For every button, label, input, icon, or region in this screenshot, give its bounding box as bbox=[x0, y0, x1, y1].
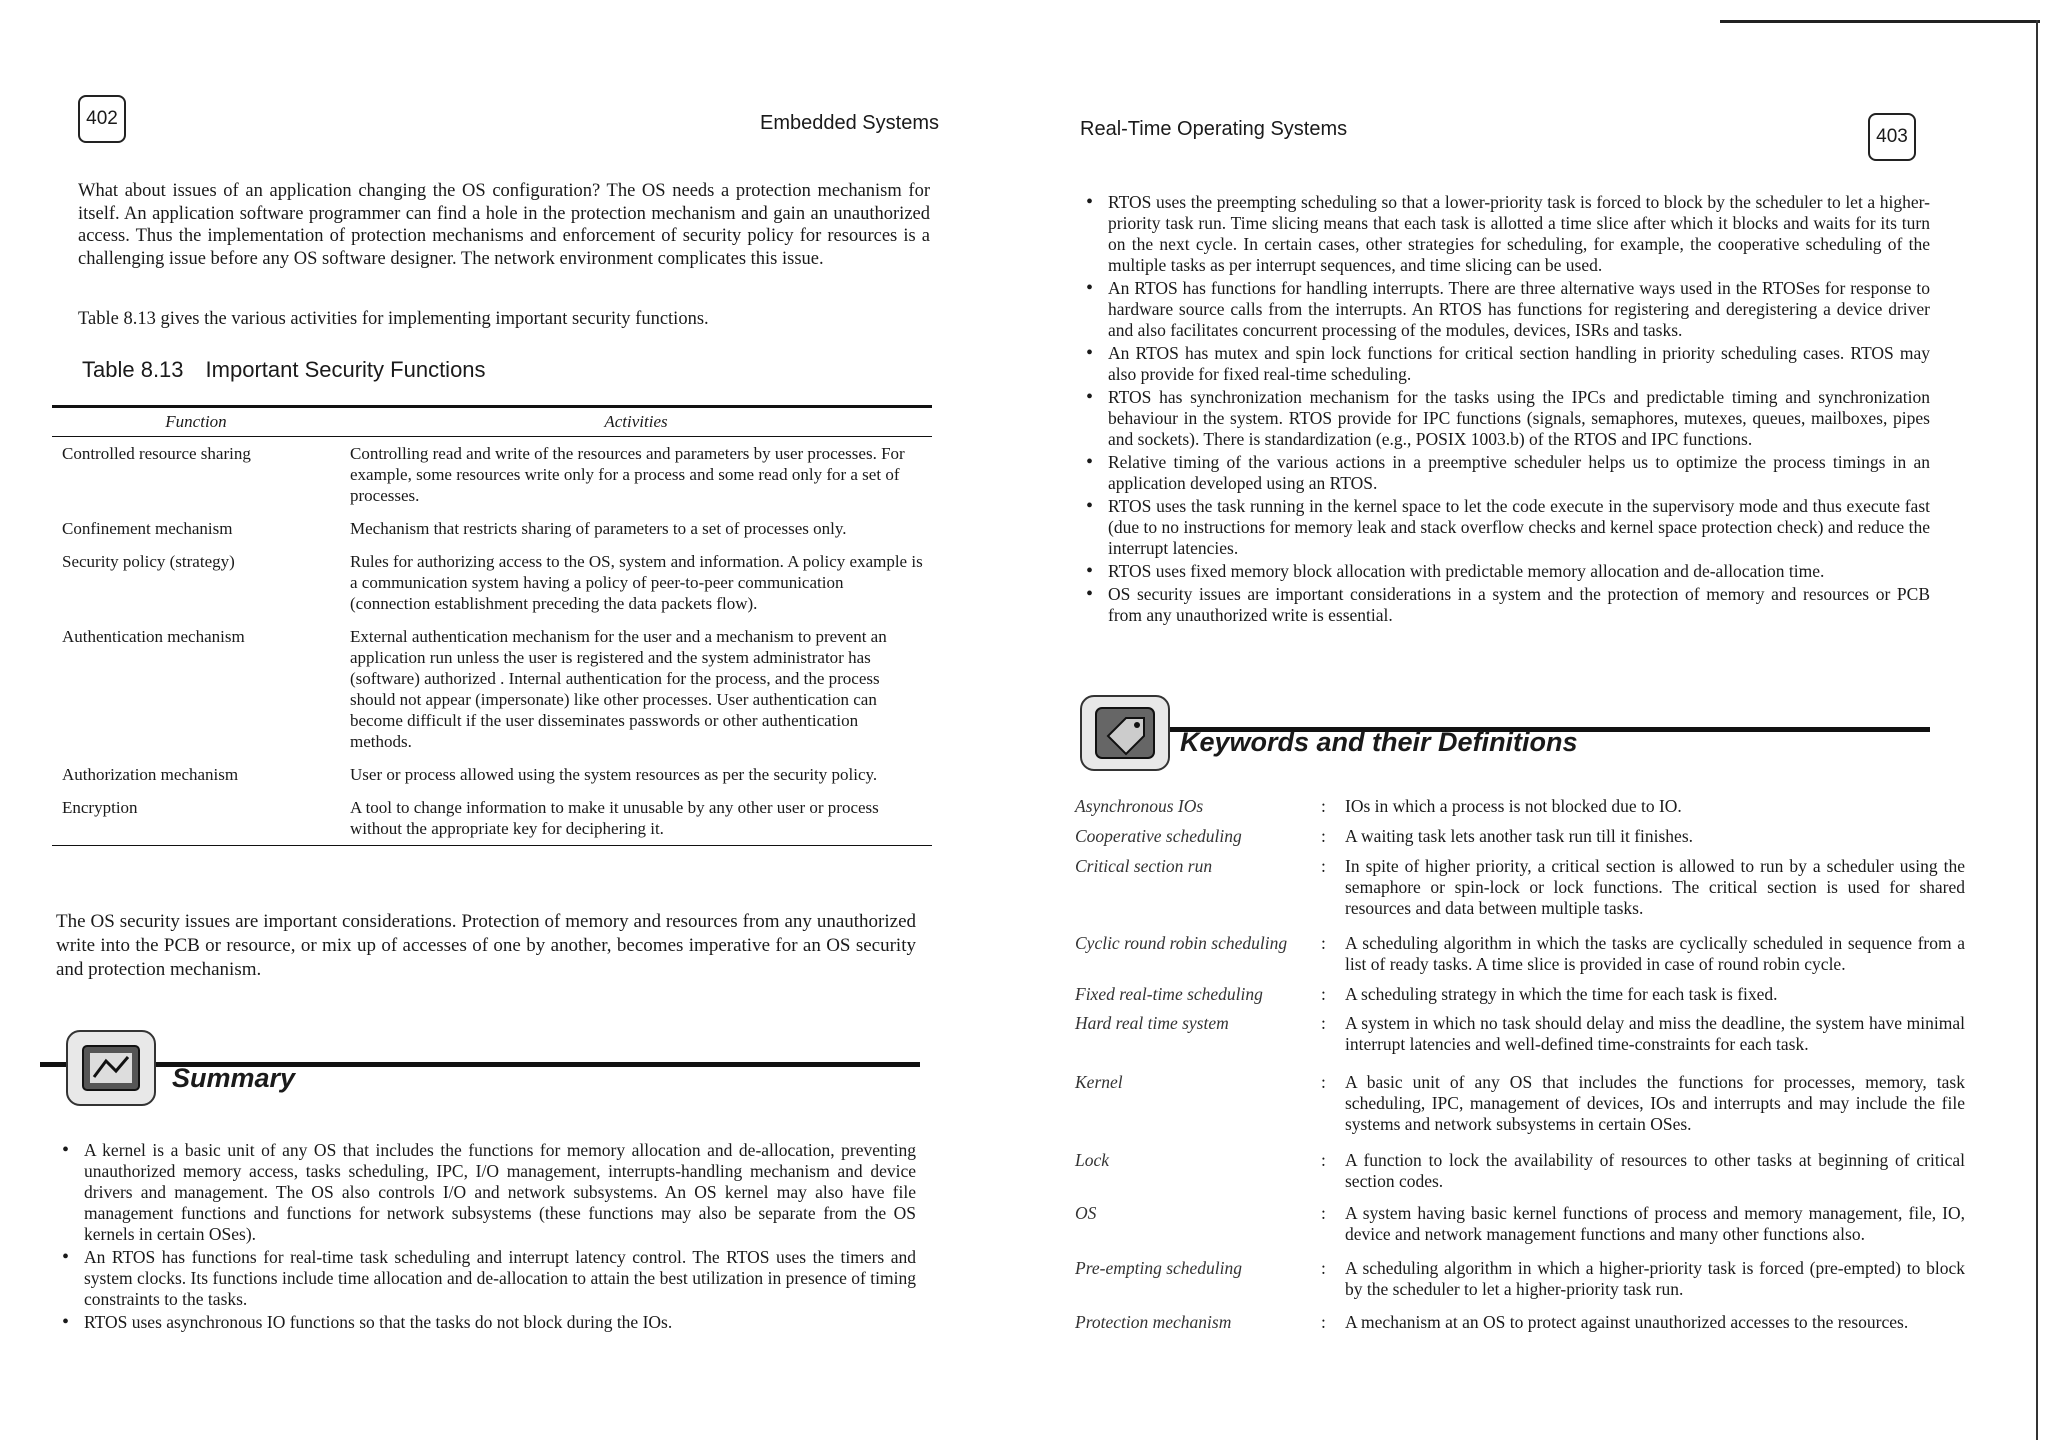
keyword-colon: : bbox=[1321, 1072, 1326, 1092]
keyword-colon: : bbox=[1321, 1150, 1326, 1170]
list-item: • RTOS has synchronization mechanism for the tasks using the IPCs and predictable timing and synchronization behaviour in the system. RTOS provide for IPC functions (signals, semaphores, mutexes, queues, mailboxes, pipes and sockets). There is standardization (e.g., POSIX 1003.b) of the RTOS and IPC functions. bbox=[1080, 387, 1930, 450]
function-cell: Confinement mechanism bbox=[62, 519, 233, 538]
list-item: • RTOS uses asynchronous IO functions so that the tasks do not block during the IOs. bbox=[56, 1312, 916, 1333]
keyword-term: Pre-empting scheduling bbox=[1075, 1258, 1243, 1278]
summary-list bbox=[56, 1140, 916, 1335]
summary-emblem-icon bbox=[80, 1043, 142, 1093]
page-number-right: 403 bbox=[1868, 113, 1916, 161]
keyword-term: Fixed real-time scheduling bbox=[1075, 984, 1263, 1004]
keyword-term: Lock bbox=[1075, 1150, 1110, 1170]
page-number-left: 402 bbox=[78, 95, 126, 143]
table-row bbox=[52, 620, 932, 758]
table-number: Table 8.13 bbox=[82, 357, 184, 382]
table-row bbox=[52, 545, 932, 620]
keyword-colon: : bbox=[1321, 933, 1326, 953]
keyword-term: Hard real time system bbox=[1075, 1013, 1229, 1033]
intro-paragraph-1: What about issues of an application changing the OS configuration? The OS needs a protection mechanism for itself. An application software programmer can find a hole in the protection mechanism and gain an unauthorized access. Thus the implementation of protection mechanisms and enforcement of security policy for resources is a challenging issue before any OS software designer. The network environment complicates this issue. bbox=[78, 181, 930, 269]
tag-icon bbox=[1094, 706, 1156, 760]
list-item: • An RTOS has functions for real-time task scheduling and interrupt latency control. The RTOS uses the timers and system clocks. Its functions include time allocation and de-allocation to attain the best utilization in presence of timing constraints to the tasks. bbox=[56, 1247, 916, 1310]
list-item: • RTOS uses fixed memory block allocation with predictable memory allocation and de-allocation time. bbox=[1080, 561, 1930, 582]
activities-cell: Mechanism that restricts sharing of parameters to a set of processes only. bbox=[350, 519, 847, 538]
right-page bbox=[1000, 0, 2048, 1448]
top-edge-rule bbox=[1720, 20, 2040, 23]
activities-cell: Rules for authorizing access to the OS, system and information. A policy example is a communication system having a policy of peer-to-peer communication (connection establishment preceding the data packets flow). bbox=[350, 552, 923, 613]
function-cell: Controlled resource sharing bbox=[62, 444, 251, 463]
security-functions-table bbox=[52, 405, 932, 846]
header-function: Function bbox=[52, 407, 340, 437]
keyword-colon: : bbox=[1321, 796, 1326, 816]
keyword-definition: A basic unit of any OS that includes the functions for processes, memory, task scheduling, IPC, management of devices, IOs and interrupts and may include the file systems and network subsystems in certain OSes. bbox=[1345, 1072, 1965, 1134]
keyword-term: OS bbox=[1075, 1203, 1097, 1223]
list-item: • An RTOS has functions for handling interrupts. There are three alternative ways used in the RTOSes for response to hardware source calls from the interrupts. An RTOS has functions for registering and deregistering a device driver and also facilitates concurrent processing of the modules, devices, ISRs and tasks. bbox=[1080, 278, 1930, 341]
table-title: Important Security Functions bbox=[205, 357, 486, 382]
keyword-colon: : bbox=[1321, 826, 1326, 846]
table-caption bbox=[82, 357, 486, 383]
function-cell: Authorization mechanism bbox=[62, 765, 239, 784]
keyword-colon: : bbox=[1321, 1203, 1326, 1223]
keyword-definition: IOs in which a process is not blocked due to IO. bbox=[1345, 796, 1682, 816]
list-item: • An RTOS has mutex and spin lock functions for critical section handling in priority scheduling cases. RTOS may also provide for fixed real-time scheduling. bbox=[1080, 343, 1930, 385]
list-item: • Relative timing of the various actions in a preemptive scheduler helps us to optimize the process timings in an application developed using an RTOS. bbox=[1080, 452, 1930, 494]
keyword-definition: In spite of higher priority, a critical section is allowed to run by a scheduler using the semaphore or spin-lock or lock functions. The critical section is used for shared resources and data between multiple tasks. bbox=[1345, 856, 1965, 918]
keyword-colon: : bbox=[1321, 856, 1326, 876]
activities-cell: External authentication mechanism for the user and a mechanism to prevent an application run unless the user is registered and the system administrator has (software) authorized . Internal authentication for the process, and the process should not appear (impersonate) like other processes. User authentication can become difficult if the user disseminates passwords or other authentication methods. bbox=[350, 627, 887, 751]
function-cell: Encryption bbox=[52, 791, 340, 846]
intro-paragraph-2: Table 8.13 gives the various activities for implementing important security functions. bbox=[78, 309, 709, 329]
table-row bbox=[52, 512, 932, 545]
keyword-definition: A function to lock the availability of resources to other tasks at beginning of critical section codes. bbox=[1345, 1150, 1965, 1191]
keyword-term: Kernel bbox=[1075, 1072, 1123, 1092]
keyword-definition: A mechanism at an OS to protect against unauthorized accesses to the resources. bbox=[1345, 1312, 1909, 1332]
list-item: • RTOS uses the task running in the kernel space to let the code execute in the supervisory mode and thus execute fast (due to no instructions for memory leak and stack overflow checks and kernel space protection check) and reduce the interrupt latencies. bbox=[1080, 496, 1930, 559]
left-page bbox=[0, 0, 1000, 1448]
keyword-definition: A system having basic kernel functions of process and memory management, file, IO, device and network management functions and many other functions also. bbox=[1345, 1203, 1965, 1244]
keyword-definition: A scheduling strategy in which the time for each task is fixed. bbox=[1345, 984, 1778, 1004]
keyword-term: Cooperative scheduling bbox=[1075, 826, 1242, 846]
keyword-term: Asynchronous IOs bbox=[1075, 796, 1204, 816]
keyword-colon: : bbox=[1321, 1312, 1326, 1332]
table-row bbox=[52, 437, 932, 513]
keyword-definition: A scheduling algorithm in which the tasks are cyclically scheduled in sequence from a list of ready tasks. A time slice is provided in case of round robin cycle. bbox=[1345, 933, 1965, 974]
keyword-term: Protection mechanism bbox=[1075, 1312, 1232, 1332]
running-head-right: Real-Time Operating Systems bbox=[1080, 118, 1348, 140]
keyword-colon: : bbox=[1321, 1258, 1326, 1278]
summary-icon bbox=[66, 1030, 156, 1106]
rtos-bullet-list bbox=[1080, 192, 1930, 628]
keyword-colon: : bbox=[1321, 1013, 1326, 1033]
list-item: • OS security issues are important considerations in a system and the protection of memory and resources or PCB from any unauthorized write is essential. bbox=[1080, 584, 1930, 626]
function-cell: Authentication mechanism bbox=[62, 627, 245, 646]
header-activities: Activities bbox=[340, 407, 932, 437]
closing-paragraph: The OS security issues are important considerations. Protection of memory and resources from any unauthorized write into the PCB or resource, or mix up of accesses of one by another, becomes imperative for an OS security and protection mechanism. bbox=[56, 911, 916, 980]
keywords-icon bbox=[1080, 695, 1170, 771]
summary-heading: Summary bbox=[172, 1063, 296, 1093]
keyword-definition: A system in which no task should delay and miss the deadline, the system have minimal interrupt latencies and well-defined time-constraints for each task. bbox=[1345, 1013, 1965, 1054]
table-row bbox=[52, 758, 932, 791]
table-header-row bbox=[52, 407, 932, 437]
keyword-definition: A waiting task lets another task run till it finishes. bbox=[1345, 826, 1694, 846]
activities-cell: Controlling read and write of the resources and parameters by user processes. For example, some resources write only for a process and some read only for a set of processes. bbox=[350, 444, 905, 505]
keyword-colon: : bbox=[1321, 984, 1326, 1004]
running-head-left: Embedded Systems bbox=[760, 112, 939, 134]
keyword-definition: A scheduling algorithm in which a higher-priority task is forced (pre-empted) to block by the scheduler to let a higher-priority task run. bbox=[1345, 1258, 1965, 1299]
keyword-term: Critical section run bbox=[1075, 856, 1213, 876]
activities-cell: A tool to change information to make it unusable by any other user or process without the appropriate key for deciphering it. bbox=[340, 791, 932, 846]
keyword-term: Cyclic round robin scheduling bbox=[1075, 933, 1288, 953]
function-cell: Security policy (strategy) bbox=[62, 552, 235, 571]
right-page-edge bbox=[2036, 20, 2038, 1440]
list-item: • RTOS uses the preempting scheduling so that a lower-priority task is forced to block by the scheduler to let a higher-priority task run. Time slicing means that each task is allotted a time slice after which it blocks and waits for its turn on the next cycle. In certain cases, other strategies for scheduling, for example, the cooperative scheduling of the multiple tasks as per interrupt sequences, and time slicing can be used. bbox=[1080, 192, 1930, 276]
activities-cell: User or process allowed using the system resources as per the security policy. bbox=[350, 765, 878, 784]
list-item: • A kernel is a basic unit of any OS that includes the functions for memory allocation and de-allocation, preventing unauthorized memory access, tasks scheduling, IPC, I/O management, interrupts-handling mechanism and device drivers and management. The OS also controls I/O and network subsystems. An OS kernel may also have file management functions and functions for network subsystems (these functions may also be separate from the OS kernels in certain OSes). bbox=[56, 1140, 916, 1245]
keywords-heading: Keywords and their Definitions bbox=[1180, 727, 1578, 757]
table-row bbox=[52, 791, 932, 846]
